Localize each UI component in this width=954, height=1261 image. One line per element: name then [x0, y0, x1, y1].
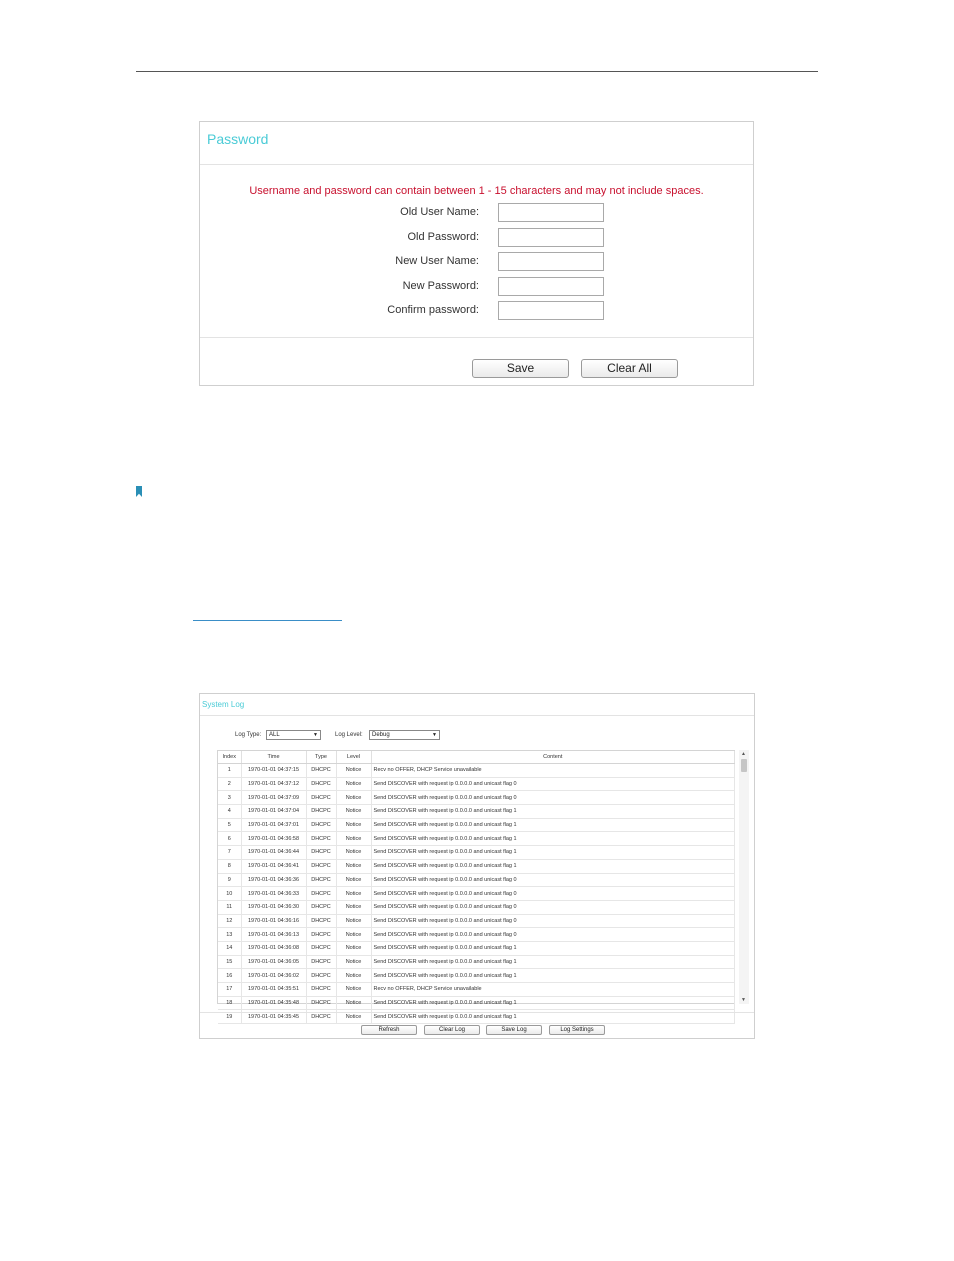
- table-row: [218, 887, 735, 901]
- panel-divider: [200, 337, 753, 338]
- table-row: [218, 983, 735, 997]
- system-log-panel: [199, 693, 755, 1039]
- log-time-cell: 1970-01-01 04:36:41: [241, 859, 306, 873]
- log-content-cell: Send DISCOVER with request ip 0.0.0.0 and unicast flag 1: [371, 941, 735, 955]
- log-index-cell: 2: [218, 777, 241, 791]
- log-content-cell: Send DISCOVER with request ip 0.0.0.0 and unicast flag 0: [371, 900, 735, 914]
- log-time-cell: 1970-01-01 04:35:51: [241, 983, 306, 997]
- new-password-row: [200, 277, 753, 297]
- log-time-cell: 1970-01-01 04:35:48: [241, 996, 306, 1010]
- table-row: [218, 859, 735, 873]
- log-content-cell: Send DISCOVER with request ip 0.0.0.0 and unicast flag 1: [371, 996, 735, 1010]
- table-row: [218, 900, 735, 914]
- log-type-cell: DHCPC: [306, 941, 336, 955]
- log-scrollbar[interactable]: [739, 750, 749, 1004]
- log-index-cell: 18: [218, 996, 241, 1010]
- log-index-cell: 8: [218, 859, 241, 873]
- log-type-cell: DHCPC: [306, 777, 336, 791]
- log-time-cell: 1970-01-01 04:36:05: [241, 955, 306, 969]
- confirm-password-input[interactable]: [498, 301, 604, 320]
- log-type-cell: DHCPC: [306, 928, 336, 942]
- log-time-cell: 1970-01-01 04:37:01: [241, 818, 306, 832]
- old-password-label: Old Password:: [407, 231, 479, 243]
- log-content-cell: Send DISCOVER with request ip 0.0.0.0 and unicast flag 1: [371, 818, 735, 832]
- log-time-cell: 1970-01-01 04:37:09: [241, 791, 306, 805]
- dropdown-caret-icon: ▼: [313, 732, 318, 738]
- log-type-cell: DHCPC: [306, 955, 336, 969]
- log-content-cell: Send DISCOVER with request ip 0.0.0.0 and unicast flag 0: [371, 928, 735, 942]
- table-row: [218, 914, 735, 928]
- log-index-cell: 13: [218, 928, 241, 942]
- log-type-cell: DHCPC: [306, 791, 336, 805]
- log-index-cell: 4: [218, 805, 241, 819]
- log-index-cell: 5: [218, 818, 241, 832]
- log-time-cell: 1970-01-01 04:36:33: [241, 887, 306, 901]
- log-content-cell: Send DISCOVER with request ip 0.0.0.0 and unicast flag 1: [371, 859, 735, 873]
- log-type-cell: DHCPC: [306, 764, 336, 778]
- log-content-cell: Send DISCOVER with request ip 0.0.0.0 and unicast flag 1: [371, 955, 735, 969]
- confirm-password-row: [200, 301, 753, 321]
- new-password-input[interactable]: [498, 277, 604, 296]
- column-header-level: Level: [336, 751, 371, 764]
- log-content-cell: Send DISCOVER with request ip 0.0.0.0 and unicast flag 1: [371, 969, 735, 983]
- link-underline: [193, 620, 342, 621]
- column-header-content: Content: [371, 751, 735, 764]
- save-button[interactable]: Save: [472, 359, 569, 378]
- log-content-cell: Send DISCOVER with request ip 0.0.0.0 and unicast flag 0: [371, 777, 735, 791]
- log-type-cell: DHCPC: [306, 996, 336, 1010]
- log-time-cell: 1970-01-01 04:35:45: [241, 1010, 306, 1024]
- column-header-type: Type: [306, 751, 336, 764]
- password-panel-title: Password: [207, 131, 269, 147]
- table-row: [218, 941, 735, 955]
- log-level-cell: Notice: [336, 846, 371, 860]
- table-row: [218, 832, 735, 846]
- log-time-cell: 1970-01-01 04:37:04: [241, 805, 306, 819]
- log-level-value: Debug: [372, 732, 390, 738]
- log-level-cell: Notice: [336, 818, 371, 832]
- bookmark-icon: [136, 486, 142, 497]
- old-username-row: [200, 203, 753, 223]
- table-row: [218, 777, 735, 791]
- dropdown-caret-icon: ▼: [432, 732, 437, 738]
- log-type-select[interactable]: [266, 730, 321, 740]
- log-level-cell: Notice: [336, 832, 371, 846]
- table-row: [218, 818, 735, 832]
- log-time-cell: 1970-01-01 04:36:13: [241, 928, 306, 942]
- clear-all-button[interactable]: Clear All: [581, 359, 678, 378]
- log-content-cell: Send DISCOVER with request ip 0.0.0.0 and unicast flag 0: [371, 914, 735, 928]
- log-level-cell: Notice: [336, 941, 371, 955]
- log-level-cell: Notice: [336, 887, 371, 901]
- panel-divider: [200, 1012, 754, 1013]
- log-type-value: ALL: [269, 732, 280, 738]
- log-level-cell: Notice: [336, 873, 371, 887]
- log-level-label: Log Level:: [335, 732, 363, 738]
- log-content-cell: Recv no OFFER, DHCP Service unavailable: [371, 983, 735, 997]
- table-row: [218, 996, 735, 1010]
- log-level-cell: Notice: [336, 1010, 371, 1024]
- new-username-row: [200, 252, 753, 272]
- log-time-cell: 1970-01-01 04:36:02: [241, 969, 306, 983]
- log-type-cell: DHCPC: [306, 900, 336, 914]
- log-table-container[interactable]: [217, 750, 735, 1020]
- log-type-cell: DHCPC: [306, 846, 336, 860]
- save-log-button[interactable]: Save Log: [486, 1025, 542, 1035]
- log-index-cell: 9: [218, 873, 241, 887]
- log-content-cell: Recv no OFFER, DHCP Service unavailable: [371, 764, 735, 778]
- confirm-password-label: Confirm password:: [387, 304, 479, 316]
- log-type-cell: DHCPC: [306, 969, 336, 983]
- log-level-cell: Notice: [336, 914, 371, 928]
- log-index-cell: 12: [218, 914, 241, 928]
- log-level-cell: Notice: [336, 969, 371, 983]
- log-level-cell: Notice: [336, 983, 371, 997]
- log-time-cell: 1970-01-01 04:36:16: [241, 914, 306, 928]
- log-level-cell: Notice: [336, 764, 371, 778]
- log-level-cell: Notice: [336, 955, 371, 969]
- log-index-cell: 10: [218, 887, 241, 901]
- table-row: [218, 791, 735, 805]
- log-index-cell: 15: [218, 955, 241, 969]
- log-content-cell: Send DISCOVER with request ip 0.0.0.0 and unicast flag 0: [371, 887, 735, 901]
- log-time-cell: 1970-01-01 04:36:36: [241, 873, 306, 887]
- new-password-label: New Password:: [402, 280, 479, 292]
- password-panel: [199, 121, 754, 386]
- old-username-label: Old User Name:: [400, 206, 479, 218]
- log-type-cell: DHCPC: [306, 832, 336, 846]
- log-table-header: [218, 751, 735, 764]
- log-settings-button[interactable]: Log Settings: [549, 1025, 605, 1035]
- clear-log-button[interactable]: Clear Log: [424, 1025, 480, 1035]
- log-type-cell: DHCPC: [306, 1010, 336, 1024]
- log-time-cell: 1970-01-01 04:37:15: [241, 764, 306, 778]
- old-password-row: [200, 228, 753, 248]
- new-username-input[interactable]: [498, 252, 604, 271]
- column-header-time: Time: [241, 751, 306, 764]
- log-table: [218, 751, 735, 1024]
- log-index-cell: 19: [218, 1010, 241, 1024]
- table-row: [218, 955, 735, 969]
- log-time-cell: 1970-01-01 04:36:30: [241, 900, 306, 914]
- log-type-cell: DHCPC: [306, 859, 336, 873]
- log-index-cell: 6: [218, 832, 241, 846]
- table-row: [218, 969, 735, 983]
- log-type-cell: DHCPC: [306, 873, 336, 887]
- refresh-button[interactable]: Refresh: [361, 1025, 417, 1035]
- table-row: [218, 928, 735, 942]
- log-index-cell: 3: [218, 791, 241, 805]
- log-level-cell: Notice: [336, 928, 371, 942]
- scroll-down-icon[interactable]: ▼: [741, 997, 746, 1003]
- panel-divider: [200, 164, 753, 165]
- log-type-cell: DHCPC: [306, 914, 336, 928]
- page-header-rule: [136, 71, 818, 72]
- log-level-cell: Notice: [336, 805, 371, 819]
- log-level-cell: Notice: [336, 900, 371, 914]
- log-level-select[interactable]: [369, 730, 440, 740]
- log-time-cell: 1970-01-01 04:36:44: [241, 846, 306, 860]
- log-content-cell: Send DISCOVER with request ip 0.0.0.0 and unicast flag 0: [371, 873, 735, 887]
- column-header-index: Index: [218, 751, 241, 764]
- log-level-cell: Notice: [336, 777, 371, 791]
- log-time-cell: 1970-01-01 04:36:58: [241, 832, 306, 846]
- log-level-cell: Notice: [336, 859, 371, 873]
- log-index-cell: 11: [218, 900, 241, 914]
- log-type-cell: DHCPC: [306, 805, 336, 819]
- log-table-body: [218, 764, 735, 1024]
- log-type-cell: DHCPC: [306, 887, 336, 901]
- log-type-label: Log Type:: [235, 732, 262, 738]
- table-row: [218, 846, 735, 860]
- log-content-cell: Send DISCOVER with request ip 0.0.0.0 and unicast flag 1: [371, 1010, 735, 1024]
- log-index-cell: 17: [218, 983, 241, 997]
- log-level-cell: Notice: [336, 791, 371, 805]
- log-time-cell: 1970-01-01 04:36:08: [241, 941, 306, 955]
- log-index-cell: 14: [218, 941, 241, 955]
- old-username-input[interactable]: [498, 203, 604, 222]
- log-level-cell: Notice: [336, 996, 371, 1010]
- password-rules-note: Username and password can contain between 1 - 15 characters and may not include spaces.: [249, 185, 704, 197]
- table-row: [218, 873, 735, 887]
- log-type-cell: DHCPC: [306, 983, 336, 997]
- table-row: [218, 805, 735, 819]
- panel-divider: [200, 715, 754, 716]
- old-password-input[interactable]: [498, 228, 604, 247]
- new-username-label: New User Name:: [395, 255, 479, 267]
- log-content-cell: Send DISCOVER with request ip 0.0.0.0 and unicast flag 1: [371, 832, 735, 846]
- log-content-cell: Send DISCOVER with request ip 0.0.0.0 and unicast flag 1: [371, 846, 735, 860]
- scroll-thumb[interactable]: [741, 759, 747, 772]
- log-time-cell: 1970-01-01 04:37:12: [241, 777, 306, 791]
- log-index-cell: 16: [218, 969, 241, 983]
- log-index-cell: 7: [218, 846, 241, 860]
- log-index-cell: 1: [218, 764, 241, 778]
- log-content-cell: Send DISCOVER with request ip 0.0.0.0 and unicast flag 1: [371, 805, 735, 819]
- log-content-cell: Send DISCOVER with request ip 0.0.0.0 and unicast flag 0: [371, 791, 735, 805]
- system-log-title: System Log: [202, 700, 245, 709]
- log-type-cell: DHCPC: [306, 818, 336, 832]
- scroll-up-icon[interactable]: ▲: [741, 751, 746, 757]
- table-row: [218, 764, 735, 778]
